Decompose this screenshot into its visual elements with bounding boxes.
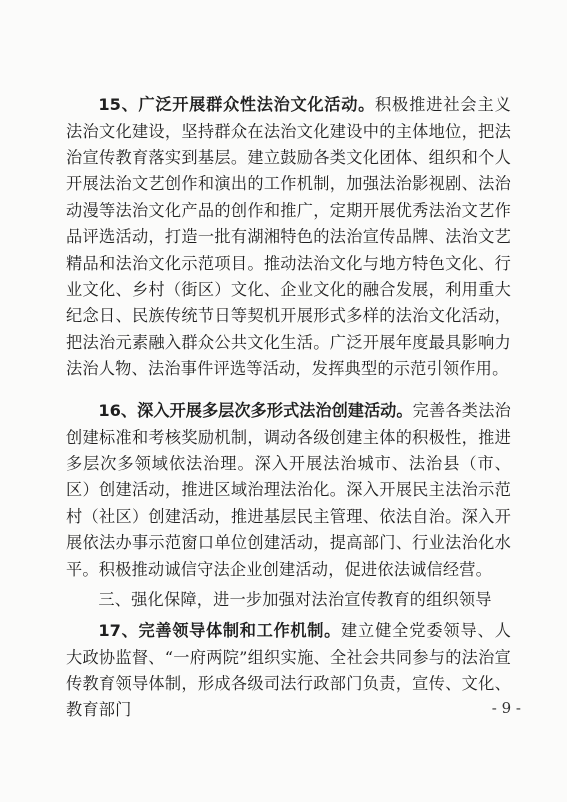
item-15-heading: 15、广泛开展群众性法治文化活动。 xyxy=(98,95,375,115)
paragraph-item-15 xyxy=(66,92,511,382)
item-17-heading: 17、完善领导体制和工作机制。 xyxy=(98,621,341,641)
item-15-body: 积极推进社会主义法治文化建设，坚持群众在法治文化建设中的主体地位，把法治宣传教育落实到基层。建立鼓励各类文化团体、组织和个人开展法治文艺创作和演出的工作机制，加强法治影视剧、法治动漫等法治文化产品的创作和推广，定期开展优秀法治文艺作品评选活动，打造一批有湖湘特色的法治宣传品牌、法治文艺精品和法治文化示范项目。推动法治文化与地方特色文化、行业文化、乡村（街区）文化、企业文化的融合发展，利用重大纪念日、民族传统节日等契机开展形式多样的法治文化活动，把法治元素融入群众公共文化生活。广泛开展年度最具影响力法治人物、法治事件评选等活动，发挥典型的示范引领作用。 xyxy=(66,95,511,379)
item-17-body: 建立健全党委领导、人大政协监督、“一府两院”组织实施、全社会共同参与的法治宣传教育领导体制，形成各级司法行政部门负责，宣传、文化、教育部门 xyxy=(66,621,511,720)
section-3-heading-text: 三、强化保障，进一步加强对法治宣传教育的组织领导 xyxy=(98,590,492,610)
item-16-heading: 16、深入开展多层次多形式法治创建活动。 xyxy=(98,401,413,421)
item-16-body: 完善各类法治创建标准和考核奖励机制，调动各级创建主体的积极性，推进多层次多领域依法治理。深入开展法治城市、法治县（市、区）创建活动，推进区域治理法治化。深入开展民主法治示范村（社区）创建活动，推进基层民主管理、依法自治。深入开展依法办事示范窗口单位创建活动，提高部门、行业法治化水平。积极推动诚信守法企业创建活动，促进依法诚信经营。 xyxy=(66,401,511,579)
paragraph-item-16 xyxy=(66,398,511,583)
section-3-heading xyxy=(66,587,511,613)
page-number: - 9 - xyxy=(491,699,521,717)
